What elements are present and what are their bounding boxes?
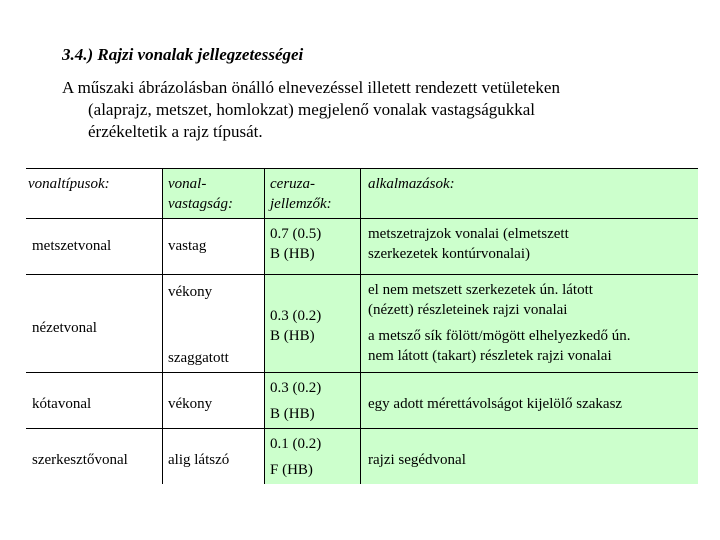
row-view-type: nézetvonal [32,320,97,336]
row-construction-pencil-2: F (HB) [270,462,313,478]
header-type: vonaltípusok: [28,176,110,192]
row-construction-type: szerkesztővonal [32,452,128,468]
row-view-usage-1: el nem metszett szerkezetek ún. látott [368,282,593,298]
row-section-pencil-2: B (HB) [270,246,315,262]
header-pencil: ceruza-jellemzők: [270,176,332,212]
row-dimension-pencil-2: B (HB) [270,406,315,422]
section-heading: 3.4.) Rajzi vonalak jellegzetességei [62,45,304,64]
row-divider-2 [26,372,698,373]
intro-line-3: érzékeltetik a rajz típusát. [88,122,263,141]
row-bg-construction [264,428,698,484]
row-construction-thickness: alig látszó [168,452,230,468]
row-view-usage-2: (nézett) részleteinek rajzi vonalai [368,302,568,318]
row-view-usage-3: a metsző sík fölött/mögött elhelyezkedő ún. [368,328,631,344]
row-view-thickness-thin: vékony [168,284,213,300]
row-section-usage-2: szerkezetek kontúrvonalai) [368,246,531,262]
row-section-usage-1: metszetrajzok vonalai (elmetszett [368,226,569,242]
col-divider-2 [264,168,265,484]
row-view-pencil-1: 0.3 (0.2) [270,308,322,324]
header-thickness: vonal-vastagság: [168,176,233,212]
row-construction-usage: rajzi segédvonal [368,452,466,468]
col-divider-1 [162,168,163,484]
line-types-table [26,168,698,488]
row-dimension-thickness: vékony [168,396,213,412]
col-divider-3 [360,168,361,484]
intro-paragraph [62,77,682,143]
row-dimension-pencil-1: 0.3 (0.2) [270,380,322,396]
intro-line-2: (alaprajz, metszet, homlokzat) megjelenő vonalak vastagságukkal [88,100,536,119]
row-section-thickness: vastag [168,238,207,254]
row-view-thickness-dashed: szaggatott [168,350,229,366]
header-usage: alkalmazások: [368,176,455,192]
row-divider-3 [26,428,698,429]
row-view-usage-4: nem látott (takart) részletek rajzi vonalai [368,348,612,364]
row-section-type: metszetvonal [32,238,112,254]
row-divider-1 [26,274,698,275]
row-view-pencil-2: B (HB) [270,328,315,344]
intro-line-1: A műszaki ábrázolásban önálló elnevezéssel illetett rendezett vetületeken [62,78,560,97]
row-dimension-usage: egy adott mérettávolságot kijelölő szakasz [368,396,623,412]
row-construction-pencil-1: 0.1 (0.2) [270,436,322,452]
row-divider-header [26,218,698,219]
row-dimension-type: kótavonal [32,396,92,412]
row-section-pencil-1: 0.7 (0.5) [270,226,322,242]
row-divider-top [26,168,698,169]
